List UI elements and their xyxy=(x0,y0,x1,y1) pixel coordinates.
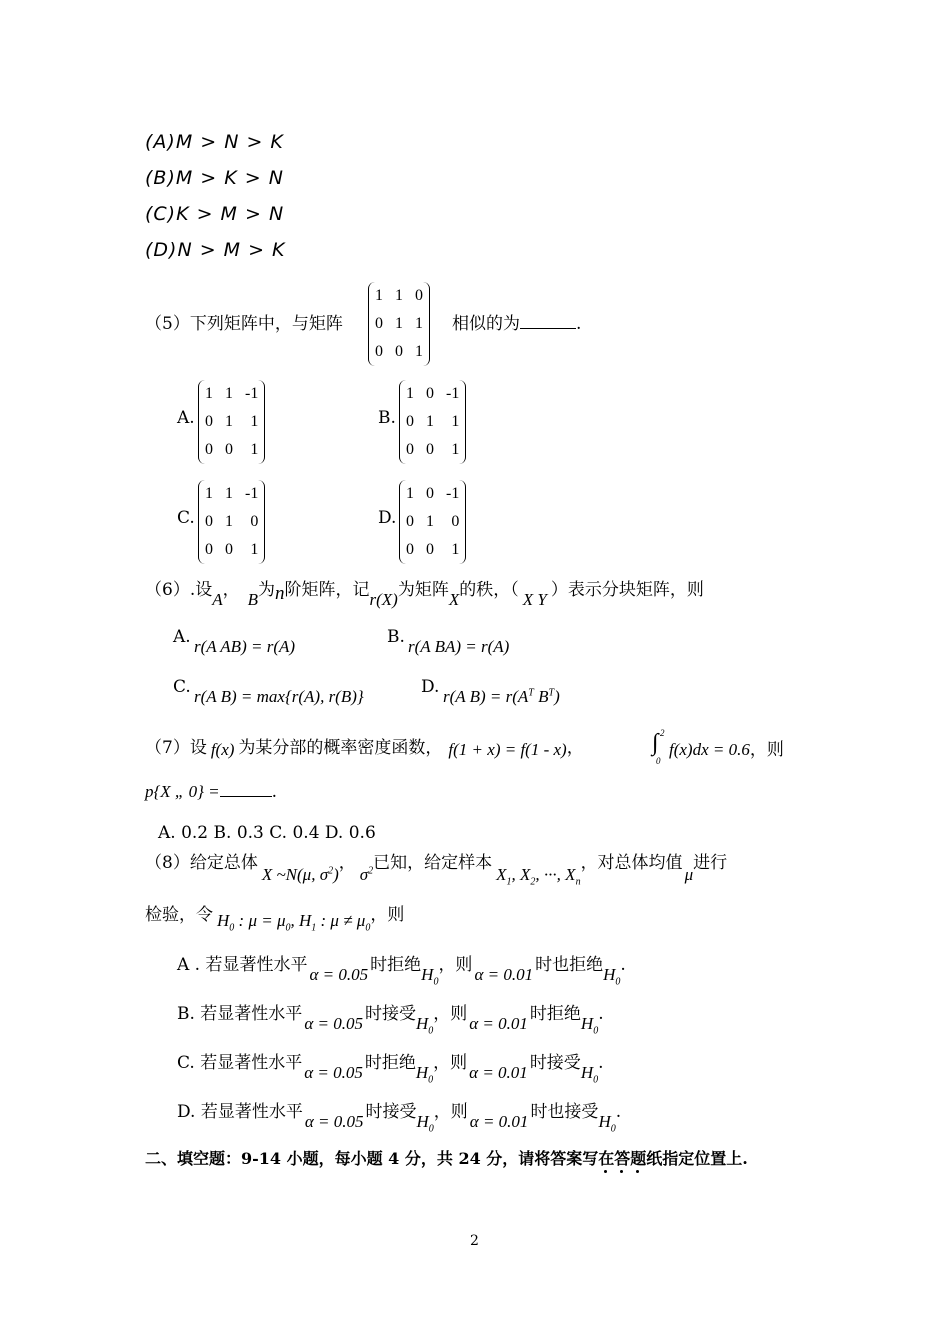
q5-suffix: 相似的为 . xyxy=(452,314,582,334)
q6-option-a: r(A AB) = r(A) xyxy=(194,637,296,656)
q8-option-d: D. 若显著性水平 α = 0.05 时接受$H_0$，则 α = 0.01 时也接受$H_0$. xyxy=(177,1102,622,1135)
emphasis-dot xyxy=(636,1170,639,1173)
q4-option-b: (B)M > K > N xyxy=(145,167,284,189)
q7-probability: p{X „ 0} = . xyxy=(145,782,278,802)
integral-icon: ∫ xyxy=(652,730,659,756)
answer-blank xyxy=(520,314,576,329)
q4-option-d: (D)N > M > K xyxy=(145,239,286,261)
q6-option-d-label: D. xyxy=(421,677,440,697)
matrix-cell: 1 xyxy=(415,343,423,360)
q6-option-d: r(A $B) = r(A^T$ $B^T$) xyxy=(443,687,560,706)
q8-stem: （8）给定总体X ~N(μ, $\sigma^2$)，$\sigma^2$已知，给定样本$X_1$, $X_2$, ···, $X_n$，对总体均值μ进行 xyxy=(145,853,728,888)
matrix-cell: 0 xyxy=(395,343,403,360)
q5-option-c-label: C. xyxy=(177,508,195,528)
q5-option-c-matrix: 1 1 -1 0 1 0 0 0 1 xyxy=(198,480,265,564)
matrix-cell: 0 xyxy=(375,315,383,332)
section-2-heading: 二、填空题：9-14 小题，每小题 4 分，共 24 分，请将答案写在答题纸指定位置上. xyxy=(145,1149,748,1168)
q7-options: A. 0.2 B. 0.3 C. 0.4 D. 0.6 xyxy=(158,823,376,843)
q6-option-c-label: C. xyxy=(173,677,191,697)
q5-option-d-label: D. xyxy=(378,508,397,528)
q5-option-b-label: B. xyxy=(378,408,396,428)
answer-blank xyxy=(220,788,272,797)
matrix-cell: 1 xyxy=(395,287,403,304)
q8-option-a: A . 若显著性水平 α = 0.05 时拒绝$H_0$，则 α = 0.01 时也拒绝$H_0$. xyxy=(177,955,626,988)
integral-lower: 0 xyxy=(656,756,661,766)
q4-option-c: (C)K > M > N xyxy=(145,203,285,225)
q7-stem: （7）设 f(x) 为某分部的概率密度函数， f(1 + x) = f(1 - x)， xyxy=(145,738,584,759)
q6-option-b-label: B. xyxy=(387,627,405,647)
page-number: 2 xyxy=(470,1233,479,1249)
q8-hypothesis: 检验，令 $H_0$ : $\mu = \mu_0$, $H_1$ : $\mu \ne \mu_0$，则 xyxy=(145,905,405,934)
q6-stem: （6）.设A， B为n阶矩阵，记r(X)为矩阵X的秩，（ X Y ）表示分块矩阵，则 xyxy=(145,580,704,609)
integral-upper: 2 xyxy=(660,728,665,738)
matrix-cell: 0 xyxy=(375,343,383,360)
q5-option-a-matrix: 1 1 -1 0 1 1 0 0 1 xyxy=(198,380,265,464)
q8-option-c: C. 若显著性水平 α = 0.05 时拒绝$H_0$，则 α = 0.01 时接受$H_0$. xyxy=(177,1053,604,1086)
q5-option-b-matrix: 1 0 -1 0 1 1 0 0 1 xyxy=(399,380,466,464)
q5-option-a-label: A. xyxy=(177,408,195,428)
matrix-cell: 0 xyxy=(415,287,423,304)
q8-option-b: B. 若显著性水平 α = 0.05 时接受$H_0$，则 α = 0.01 时拒绝$H_0$. xyxy=(177,1004,604,1037)
matrix-cell: 1 xyxy=(415,315,423,332)
q5-prefix: （5）下列矩阵中，与矩阵 xyxy=(145,314,343,334)
q5-option-d-matrix: 1 0 -1 0 1 0 0 0 1 xyxy=(399,480,466,564)
q6-option-b: r(A BA) = r(A) xyxy=(408,637,510,656)
emphasis-dot xyxy=(620,1170,623,1173)
q5-matrix xyxy=(368,282,430,366)
matrix-cell: 1 xyxy=(375,287,383,304)
q4-option-a: (A)M > N > K xyxy=(145,131,284,153)
q6-option-c: r(A B) = max{r(A), r(B)} xyxy=(194,687,364,706)
q7-integral: f(x)dx = 0.6，则 xyxy=(669,740,784,760)
emphasis-dot xyxy=(604,1170,607,1173)
matrix-cell: 1 xyxy=(395,315,403,332)
q6-option-a-label: A. xyxy=(173,627,191,647)
